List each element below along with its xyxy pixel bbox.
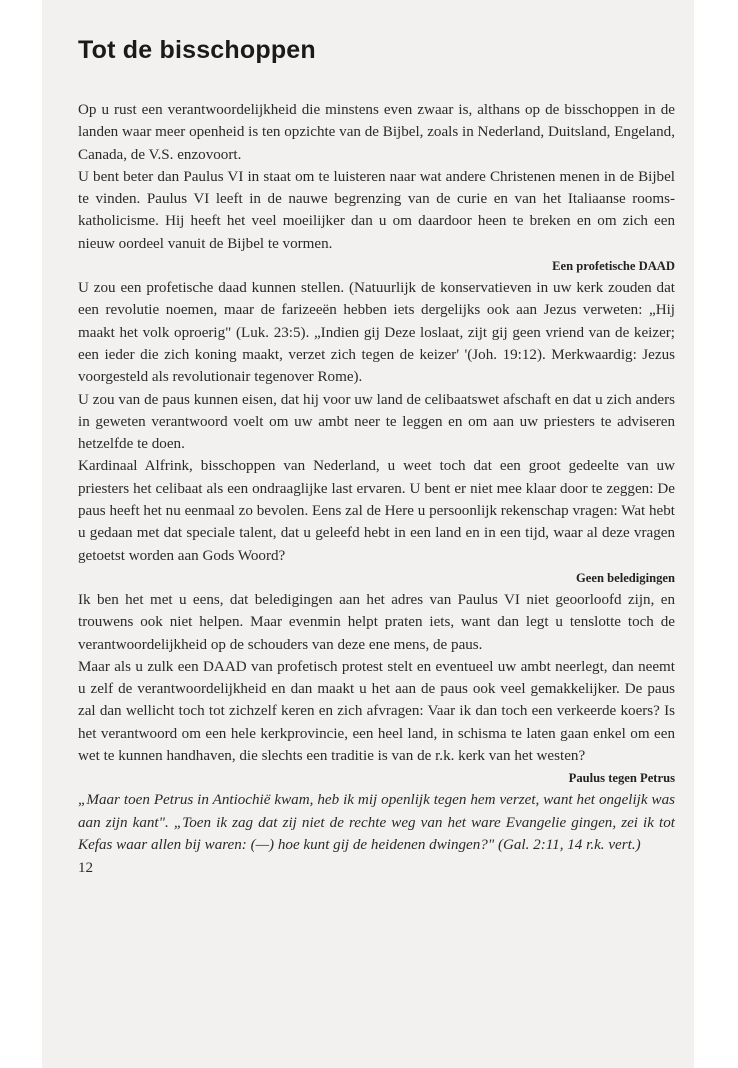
subheading-profetische-daad: Een profetische DAAD [552, 259, 675, 274]
subheading-paulus-tegen-petrus: Paulus tegen Petrus [568, 771, 675, 786]
paragraph-daad-3: Kardinaal Alfrink, bisschoppen van Nederland, u weet toch dat een groot gedeelte van uw priesters het celibaat als een ondraaglijke last ervaren. U bent er niet mee klaar door te zeggen: De paus heeft het nu eenmaal zo bevolen. Eens zal de Here u persoonlijk rekenschap vragen: Wat hebt u gedaan met dat speciale talent, dat u geleefd hebt in een land en in een tijd, waar al deze vragen getoetst worden aan Gods Woord? [78, 458, 675, 564]
page-content [78, 26, 675, 877]
page-title: Tot de bisschoppen [78, 36, 316, 64]
paragraph-daad-2: U zou van de paus kunnen eisen, dat hij voor uw land de celibaatswet afschaft en dat u zich anders in geweten verantwoord voelt om uw ambt neer te leggen en om aan uw priesters te adviseren hetzelfde te doen. [78, 391, 675, 453]
subheading-geen-beledigingen: Geen beledigingen [575, 570, 675, 585]
document-page [42, 0, 694, 1068]
paragraph-daad-1: U zou een profetische daad kunnen stellen. (Natuurlijk de konservatieven in uw kerk zouden dat een revolutie noemen, maar de farizeeën hebben iets dergelijks ook aan Jezus verweten: „Hij maakt het volk oproerig" (Luk. 23:5). „Indien gij Deze loslaat, zijt gij geen vriend van de keizer; een ieder die zich koning maakt, verzet zich tegen de keizer' '(Joh. 19:12). Merkwaardig: Jezus voorgesteld als revolutionair tegenover Rome). [78, 280, 675, 386]
paragraph-beledigingen-2: Maar als u zulk een DAAD van profetisch protest stelt en eventueel uw ambt neerlegt, dan neemt u zelf de verantwoordelijkheid en dan maakt u het aan de paus ook veel gemakkelijker. De paus zal dan wellicht toch tot zichzelf keren en zich afvragen: Vaar ik dan toch een verkeerde koers? Is het verantwoord om een hele kerkprovincie, een heel land, in schisma te laten gaan enkel om een wet te kunnen handhaven, die slechts een traditie is van de r.k. kerk van het westen? [78, 658, 675, 765]
paragraph-intro-2: U bent beter dan Paulus VI in staat om te luisteren naar wat andere Christenen menen in de Bijbel te vinden. Paulus VI leeft in de nauwe begrenzing van de curie en van het Italiaanse rooms-katholicisme. Hij heeft het veel moeilijker dan u om daardoor heen te breken en om zich een nieuw oordeel vanuit de Bijbel te vormen. [78, 168, 675, 252]
bible-quote: „Maar toen Petrus in Antiochië kwam, heb ik mij openlijk tegen hem verzet, want het ongelijk was aan zijn kant". „Toen ik zag dat zij niet de rechte weg van het ware Evangelie gingen, zei ik tot Kefas waar allen bij waren: (—) hoe kunt gij de heidenen dwingen?" (Gal. 2:11, 14 r.k. vert.) [78, 792, 675, 853]
paragraph-beledigingen-1: Ik ben het met u eens, dat beledigingen aan het adres van Paulus VI niet geoorloofd zijn, en trouwens ook niet helpen. Maar evenmin helpt praten iets, want dan legt u tenslotte toch de verantwoordelijkheid op de schouders van deze ene mens, de paus. [78, 591, 675, 653]
paragraph-intro-1: Op u rust een verantwoordelijkheid die minstens even zwaar is, althans op de bisschoppen in de landen waar meer openheid is ten opzichte van de Bijbel, zoals in Nederland, Duitsland, Engeland, Canada, de V.S. enzovoort. [78, 102, 675, 163]
page-number: 12 [78, 860, 94, 877]
